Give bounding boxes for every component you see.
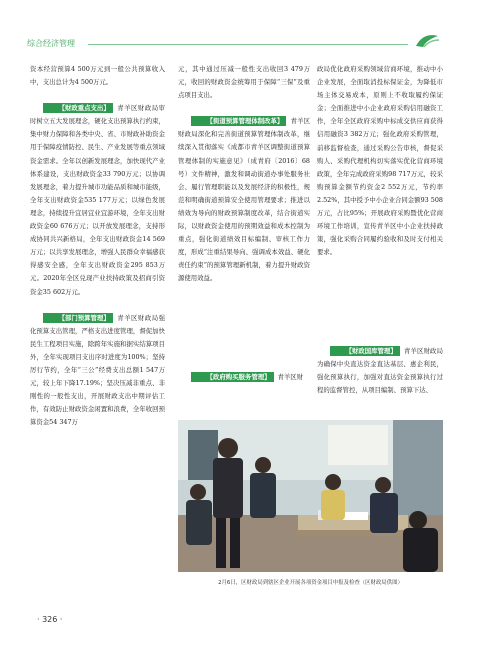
text-column-3 bbox=[317, 63, 443, 259]
text-column-2-bottom bbox=[178, 371, 310, 384]
header-rule bbox=[88, 44, 408, 45]
section-text: 青羊区财政局审时树立五大发展理念，硬化支出预算执行约束，集中财力保障和各类中央、省、市财政补助资金用于保障疫情防控、民生、产业发展等重点领域资金需求。全年以创新发展理念，加快现代产业体系建设，支出财政资金33 790万元；以协调发展理念，着力提升城市功能品质和城市能级，全年支出财政资金535 177万元；以绿色发展理念，持续提升宜居宜业宜游环境，全年支出财政资金60 676万元；以开放发展理念，支持形成协同共兴新格局，全年支出财政资金14 569万元；以共享发展理念，增强人民群众幸福感获得感安全感，全年支出财政资金295 853万元。2020年全区兑现产业扶持政策及招商引资资金35 602万元。 bbox=[30, 104, 165, 296]
paragraph bbox=[178, 115, 310, 285]
section-text: 青羊区财 bbox=[277, 373, 304, 381]
section-text: 青羊区财政局为确保中央直达资金直达基层、惠企利民，强化预算执行，加强对直达资金预算执行过程的监督管控，从项目编制、预算下达、 bbox=[317, 347, 443, 395]
section-tag: 【政府购买服务管理】 bbox=[191, 372, 274, 382]
paragraph bbox=[30, 102, 165, 298]
section-tag: 【街道预算管理体制改革】 bbox=[191, 116, 286, 126]
page-number: · 326 · bbox=[37, 615, 63, 624]
section-tag: 【部门预算管理】 bbox=[43, 313, 113, 323]
news-photo bbox=[178, 420, 443, 572]
photo-caption: 2月6日，区财政局到辖区企业开展各项资金项目申报及检查（区财政局供图） bbox=[218, 580, 403, 586]
section-tag: 【财政重点支出】 bbox=[43, 103, 113, 113]
leaf-logo-icon bbox=[414, 33, 440, 49]
text-column-1 bbox=[30, 63, 165, 429]
paragraph bbox=[30, 312, 165, 430]
section-tag: 【财政国库管理】 bbox=[330, 346, 400, 356]
paragraph: 资本经营预算4 500万元到一般公共预算收入中，支出总计为4 500万元。 bbox=[30, 65, 165, 87]
paragraph: 元，其中通过压减一般性支出收回3 479万元，收回的财政资金统筹用于保障“三保”及重点项目支出。 bbox=[178, 65, 310, 100]
paragraph: 政局优化政府采购领域营商环境，推动中小企业发展，全面取消投标保证金，为降低市场主体交易成本，原则上不收取履约保证金；全面推进中小企业政府采购信用融资工作，全年全区政府采购中标成交供应商获得信用融资3 382万元；强化政府采购管理，前移监督检查，通过采购公告审核，督促采购人、采购代理机构切实落实优化营商环境政策，全年完成政府采购98 717万元，较采购预算金额节约资金2 552万元，节约率2.52%，其中授予中小企业合同金额93 508万元，占比95%；开展政府采购暨优化营商环境工作培训，宣传青羊区中小企业扶持政策，强化采购合同履约验收和及时支付相关要求。 bbox=[317, 65, 443, 257]
running-header-title: 综合经济管理 bbox=[27, 39, 75, 48]
text-column-3-bottom bbox=[317, 345, 443, 397]
paragraph bbox=[178, 371, 310, 384]
text-column-2 bbox=[178, 63, 310, 286]
section-text: 青羊区财政局深化和完善街道预算管理体制改革，继续深入贯彻落实《成都市青羊区调整街道预算管理体制的实施意见》（成青府〔2016〕68号）文件精神，激发和调动街道办事处服务社会、履行管理职能以及发展经济的积极性，规范和明确街道预算安全使用管理要求；推进以绩效为导向的财政预算制度改革，结合街道实际，以财政资金使用的预期效益和成本控制为重点，强化街道绩效目标编制、审核工作力度，形成“注重结果导向、强调成本效益、硬化责任约束”的预算管理新机制，着力提升财政资源使用效益。 bbox=[178, 117, 310, 283]
office-scene-illustration bbox=[178, 420, 443, 572]
paragraph bbox=[317, 345, 443, 397]
section-text: 青羊区财政局强化预算支出管理，严格支出进度管理，督促加快民生工程项目实施，除跨年实施和据实结算项目外，全年实现项目支出序时进度为100%；坚持厉行节约，全年“三公”经费支出总额1 547万元，较上年下降17.19%；坚决压减非重点、非刚性的一般性支出，开展财政支出中期评估工作，有效防止财政资金闲置和浪费，全年收回预算资金54 347万 bbox=[30, 313, 165, 427]
